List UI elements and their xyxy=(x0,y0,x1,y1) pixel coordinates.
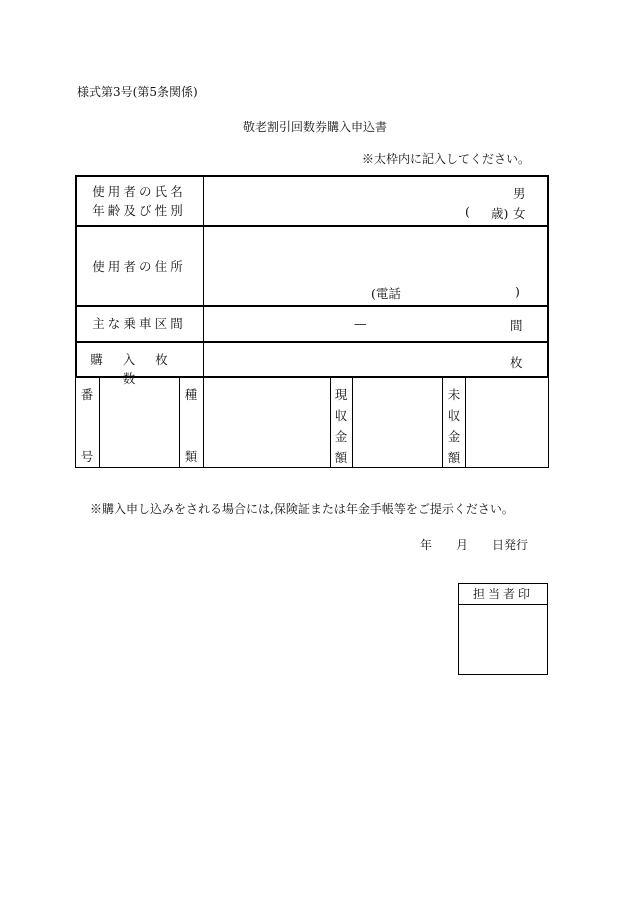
quantity-label-text: 購入枚数 xyxy=(90,352,188,386)
name-age-gender-input[interactable] xyxy=(204,177,547,225)
lower-right-border xyxy=(548,378,549,468)
unreceived-amount-input[interactable] xyxy=(466,378,548,468)
staff-stamp-title: 担当者印 xyxy=(459,584,547,605)
issue-date: 年 月 日発行 xyxy=(420,538,529,552)
unreceived-label: 未 収 金 額 xyxy=(447,387,461,465)
type-bottom: 類 xyxy=(184,449,198,464)
form-title: 敬老割引回数券購入申込書 xyxy=(242,120,387,134)
age-open: ( xyxy=(465,204,470,219)
lower-left-border xyxy=(75,378,76,468)
form-number: 様式第3号(第5条関係) xyxy=(77,85,198,99)
route-label xyxy=(75,314,203,333)
lower-grid-line-2 xyxy=(179,378,180,468)
number-top: 番 xyxy=(80,387,94,402)
quantity-unit: 枚 xyxy=(510,355,523,370)
address-input[interactable] xyxy=(204,227,547,305)
footer-note: ※購入申し込みをされる場合には,保険証または年金手帳等をご提示ください。 xyxy=(90,502,514,516)
route-dash: — xyxy=(354,316,367,331)
type-input[interactable] xyxy=(204,378,330,468)
gender-male: 男 xyxy=(513,186,526,201)
number-input[interactable] xyxy=(100,378,179,468)
phone-close: ) xyxy=(515,284,520,299)
address-label-text: 使用者の住所 xyxy=(92,259,186,274)
application-table xyxy=(75,175,549,468)
phone-open: (電話 xyxy=(371,286,401,301)
lower-grid-line-4 xyxy=(330,378,331,468)
instruction-note: ※太枠内に記入してください。 xyxy=(361,152,530,166)
route-input[interactable] xyxy=(204,307,547,341)
name-age-gender-label xyxy=(75,182,203,220)
cash-amount-input[interactable] xyxy=(353,378,442,468)
type-top: 種 xyxy=(184,387,198,402)
route-between: 間 xyxy=(510,318,523,333)
name-label-line1: 使用者の氏名 xyxy=(92,184,186,199)
name-label-line2: 年齢及び性別 xyxy=(92,203,186,218)
thick-right-border xyxy=(547,175,549,378)
address-label xyxy=(75,257,203,276)
lower-grid-line-6 xyxy=(442,378,443,468)
cash-label: 現 収 金 額 xyxy=(334,387,348,465)
age-close: 歳) xyxy=(491,206,509,221)
route-label-text: 主な乗車区間 xyxy=(92,316,186,331)
staff-stamp-box[interactable] xyxy=(458,583,548,675)
quantity-input[interactable] xyxy=(204,343,547,376)
number-bottom: 号 xyxy=(80,449,94,464)
gender-female: 女 xyxy=(513,206,526,221)
